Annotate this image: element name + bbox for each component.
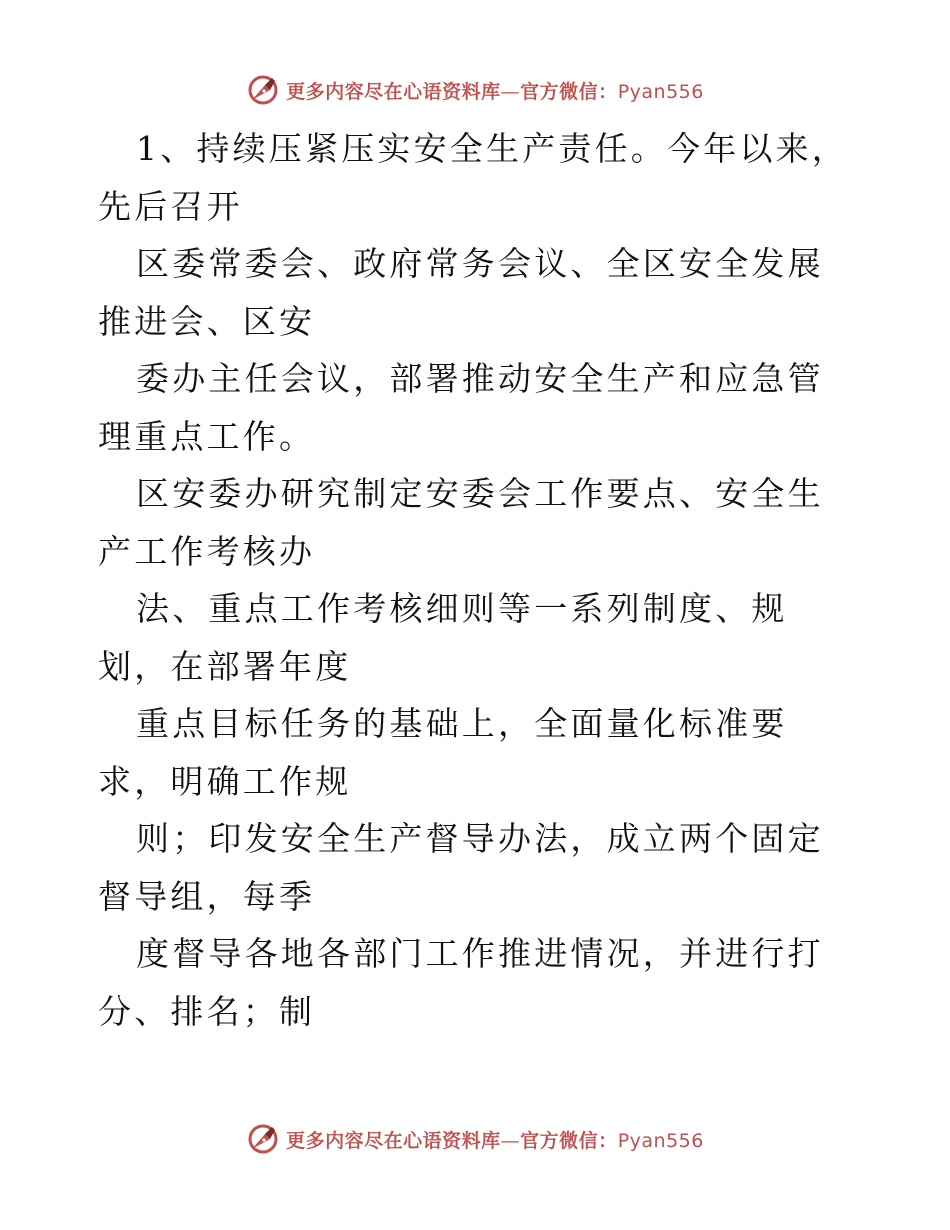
paragraph-line: 则；印发安全生产督导办法，成立两个固定督导组，每季 (98, 819, 824, 916)
pen-nib-circle-icon (246, 73, 280, 107)
separator: — (500, 80, 521, 103)
watermark-text (286, 1126, 704, 1153)
pen-nib-circle-icon (246, 1122, 280, 1156)
paragraph-line: 委办主任会议，部署推动安全生产和应急管理重点工作。 (98, 359, 824, 456)
document-body (98, 120, 858, 1040)
wechat-label: 官方微信： (520, 1129, 618, 1152)
paragraph-line: 法、重点工作考核细则等一系列制度、规划，在部署年度 (98, 589, 788, 686)
paragraph-line: 区安委办研究制定安委会工作要点、安全生产工作考核办 (98, 474, 824, 571)
header-watermark (0, 70, 950, 110)
paragraph-line: 重点目标任务的基础上，全面量化标准要求，明确工作规 (98, 704, 788, 801)
paragraph-line: 区委常委会、政府常务会议、全区安全发展推进会、区安 (98, 244, 824, 341)
footer-watermark (0, 1119, 950, 1159)
watermark-text (286, 77, 704, 104)
wechat-id: Pyan556 (617, 1129, 704, 1152)
paragraph-line: 1、持续压紧压实安全生产责任。今年以来，先后召开 (98, 129, 848, 226)
paragraph-line: 度督导各地各部门工作推进情况，并进行打分、排名；制 (98, 934, 824, 1031)
site-name: 更多内容尽在心语资料库 (286, 1129, 501, 1152)
site-name: 更多内容尽在心语资料库 (286, 80, 501, 103)
wechat-id: Pyan556 (617, 80, 704, 103)
separator: — (500, 1129, 521, 1152)
wechat-label: 官方微信： (520, 80, 618, 103)
